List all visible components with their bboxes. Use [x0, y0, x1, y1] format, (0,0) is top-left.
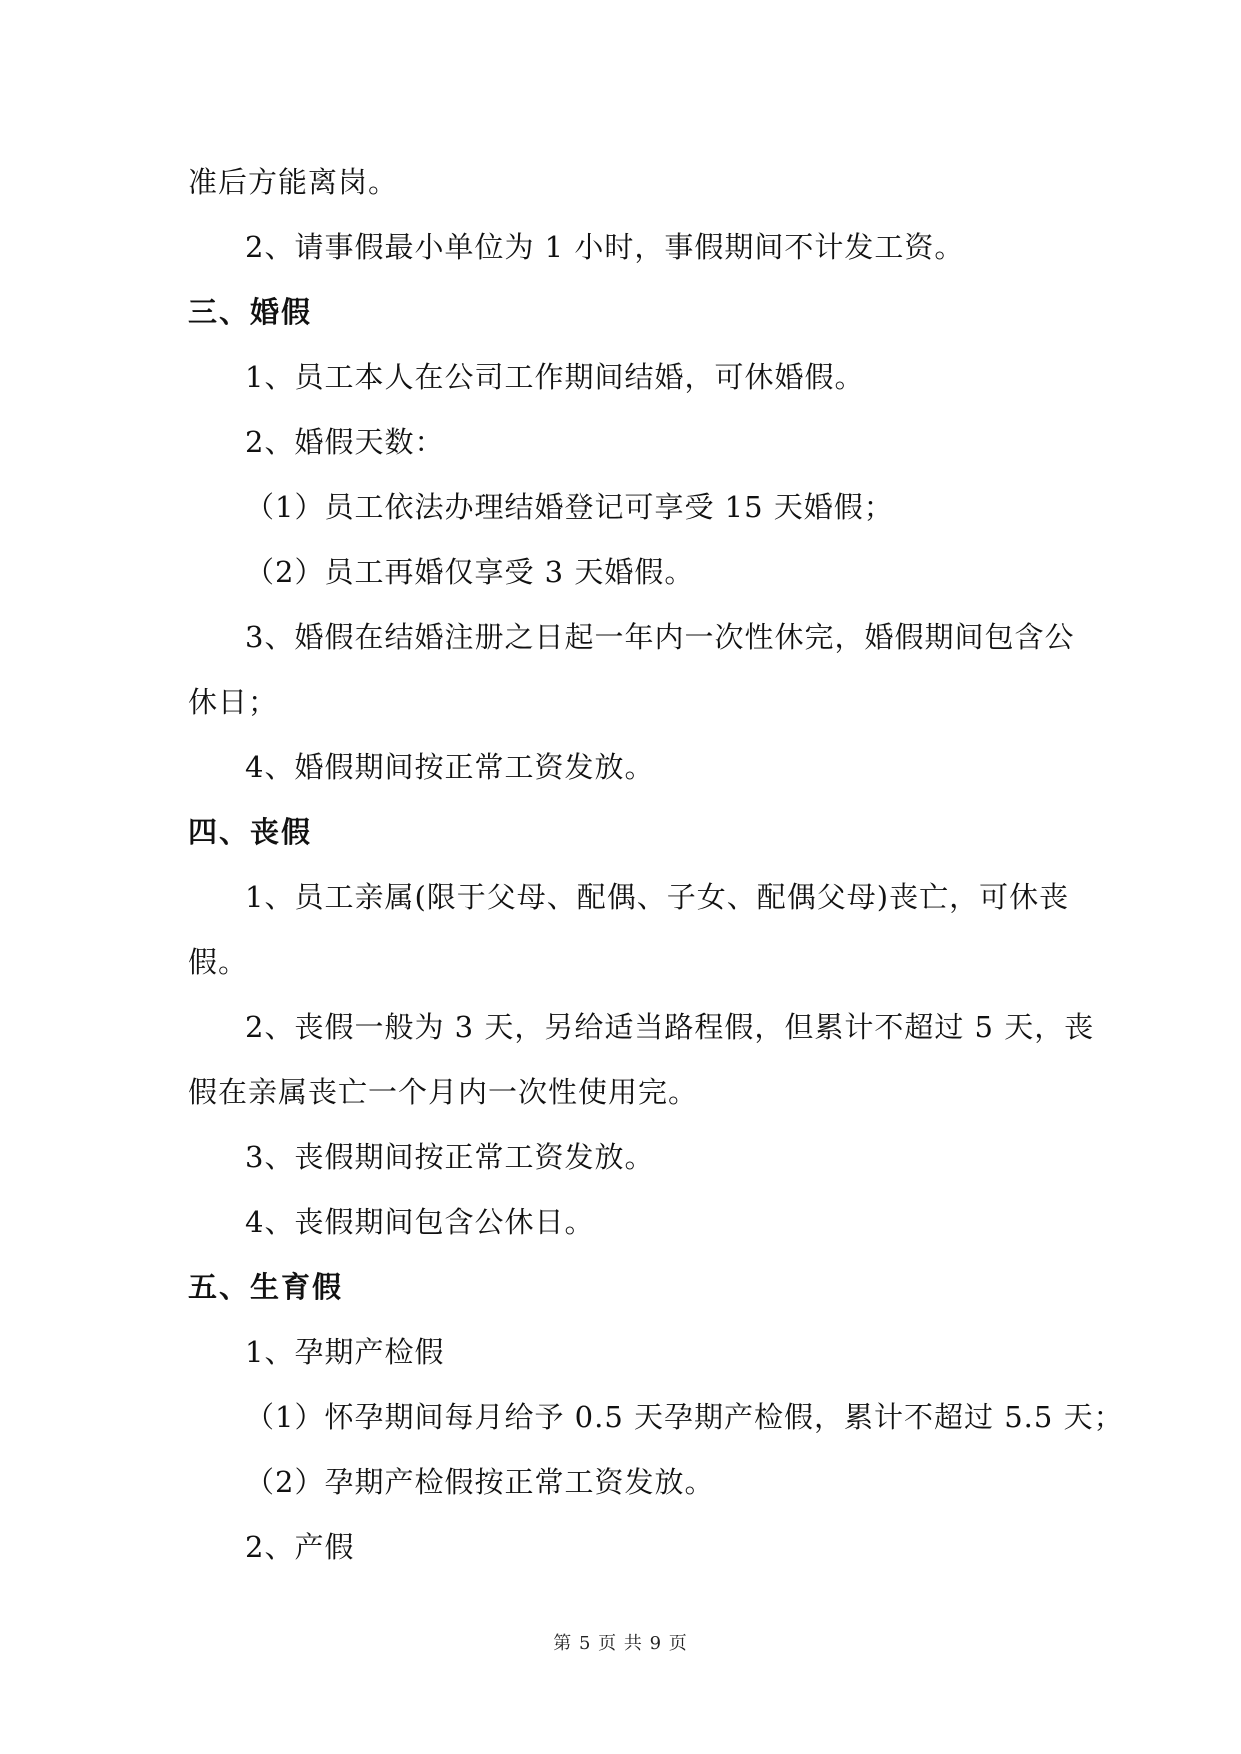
paragraph-line: 2、请事假最小单位为 1 小时，事假期间不计发工资。: [245, 230, 965, 264]
paragraph-line: 假。: [188, 945, 249, 979]
paragraph-line: 2、丧假一般为 3 天，另给适当路程假，但累计不超过 5 天，丧: [245, 1010, 1095, 1044]
paragraph-line: （2）孕期产检假按正常工资发放。: [245, 1465, 715, 1499]
section-heading-bereavement-leave: 四、丧假: [188, 815, 313, 849]
paragraph-line: 休日；: [188, 685, 279, 719]
paragraph-line: 4、婚假期间按正常工资发放。: [245, 750, 655, 784]
paragraph-line: 4、丧假期间包含公休日。: [245, 1205, 595, 1239]
section-heading-marriage-leave: 三、婚假: [188, 295, 313, 329]
section-heading-maternity-leave: 五、生育假: [188, 1270, 344, 1304]
paragraph-line: 1、孕期产检假: [245, 1335, 445, 1369]
page-footer: 第 5 页 共 9 页: [553, 1633, 688, 1654]
paragraph-line: 3、丧假期间按正常工资发放。: [245, 1140, 655, 1174]
paragraph-line: （1）怀孕期间每月给予 0.5 天孕期产检假，累计不超过 5.5 天；: [245, 1400, 1124, 1434]
paragraph-line: 3、婚假在结婚注册之日起一年内一次性休完，婚假期间包含公: [245, 620, 1075, 654]
paragraph-line: （2）员工再婚仅享受 3 天婚假。: [245, 555, 695, 589]
paragraph-line: 1、员工本人在公司工作期间结婚，可休婚假。: [245, 360, 865, 394]
paragraph-line: （1）员工依法办理结婚登记可享受 15 天婚假；: [245, 490, 894, 524]
paragraph-line: 2、婚假天数：: [245, 425, 445, 459]
paragraph-line: 假在亲属丧亡一个月内一次性使用完。: [188, 1075, 699, 1109]
paragraph-line: 2、产假: [245, 1530, 355, 1564]
paragraph-line: 准后方能离岗。: [188, 165, 399, 199]
paragraph-line: 1、员工亲属(限于父母、配偶、子女、配偶父母)丧亡，可休丧: [245, 880, 1070, 914]
